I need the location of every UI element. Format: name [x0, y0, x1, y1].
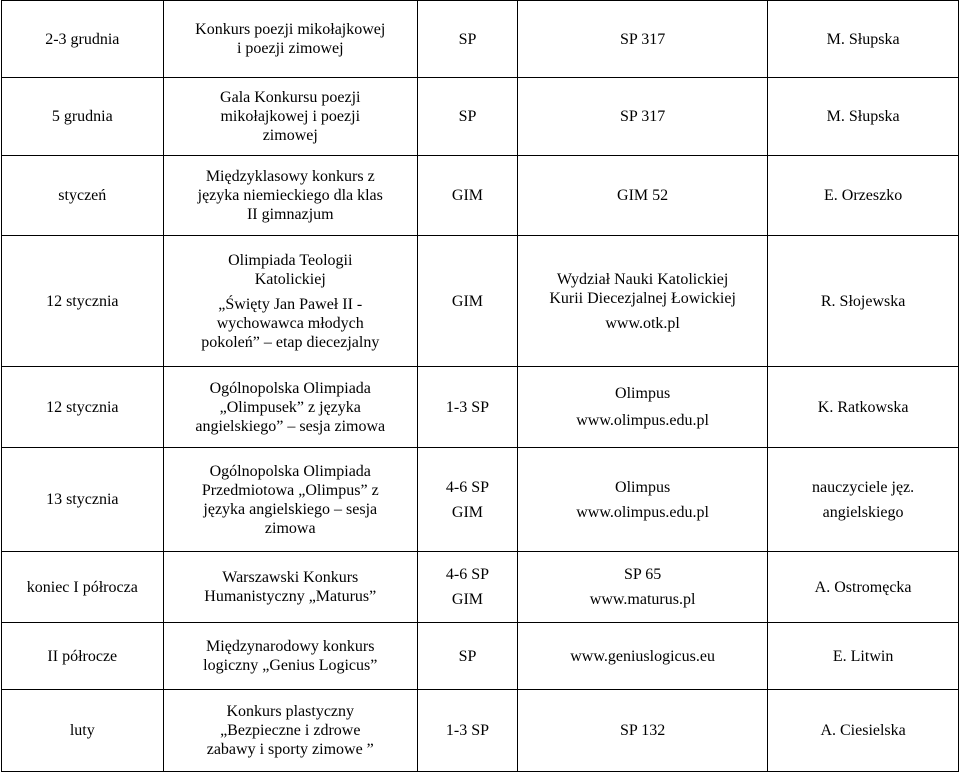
organizer-cell: Olimpus www.olimpus.edu.pl: [518, 448, 768, 552]
table-row: [2, 236, 959, 367]
competition-name-cell: Ogólnopolska Olimpiada „Olimpusek” z języka angielskiego” – sesja zimowa: [163, 367, 417, 448]
date-cell: koniec I półrocza: [2, 552, 164, 623]
teacher-cell: A. Ostromęcka: [768, 552, 959, 623]
competitions-table: [1, 0, 959, 772]
teacher-cell: M. Słupska: [768, 1, 959, 78]
level-cell: 1-3 SP: [417, 367, 517, 448]
date-cell: II półrocze: [2, 623, 164, 690]
table-row: [2, 156, 959, 236]
table-row: [2, 1, 959, 78]
level-cell: SP: [417, 623, 517, 690]
date-cell: 5 grudnia: [2, 78, 164, 156]
organizer-cell: GIM 52: [518, 156, 768, 236]
teacher-cell: M. Słupska: [768, 78, 959, 156]
table-row: [2, 367, 959, 448]
competition-name-cell: Międzynarodowy konkurs logiczny „Genius Logicus”: [163, 623, 417, 690]
organizer-cell: SP 132: [518, 690, 768, 772]
organizer-cell: www.geniuslogicus.eu: [518, 623, 768, 690]
level-cell: GIM: [417, 156, 517, 236]
teacher-cell: A. Ciesielska: [768, 690, 959, 772]
organizer-cell: SP 317: [518, 78, 768, 156]
organizer-cell: SP 65 www.maturus.pl: [518, 552, 768, 623]
competition-name-cell: Międzyklasowy konkurs z języka niemieckiego dla klas II gimnazjum: [163, 156, 417, 236]
organizer-cell: Wydział Nauki Katolickiej Kurii Diecezjalnej Łowickiej www.otk.pl: [518, 236, 768, 367]
date-cell: 2-3 grudnia: [2, 1, 164, 78]
organizer-cell: SP 317: [518, 1, 768, 78]
organizer-cell: Olimpus www.olimpus.edu.pl: [518, 367, 768, 448]
date-cell: luty: [2, 690, 164, 772]
date-cell: 12 stycznia: [2, 367, 164, 448]
competition-name-cell: Warszawski Konkurs Humanistyczny „Maturus”: [163, 552, 417, 623]
competition-name-cell: Gala Konkursu poezji mikołajkowej i poezji zimowej: [163, 78, 417, 156]
teacher-cell: nauczyciele jęz. angielskiego: [768, 448, 959, 552]
level-cell: SP: [417, 1, 517, 78]
table-row: [2, 690, 959, 772]
level-cell: SP: [417, 78, 517, 156]
level-cell: 4-6 SP GIM: [417, 448, 517, 552]
competition-name-cell: Ogólnopolska Olimpiada Przedmiotowa „Olimpus” z języka angielskiego – sesja zimowa: [163, 448, 417, 552]
date-cell: styczeń: [2, 156, 164, 236]
teacher-cell: R. Słojewska: [768, 236, 959, 367]
table-row: [2, 623, 959, 690]
competition-name-cell: Olimpiada Teologii Katolickiej „Święty Jan Paweł II - wychowawca młodych pokoleń” – etap diecezjalny: [163, 236, 417, 367]
date-cell: 13 stycznia: [2, 448, 164, 552]
date-cell: 12 stycznia: [2, 236, 164, 367]
competition-name-cell: Konkurs plastyczny „Bezpieczne i zdrowe zabawy i sporty zimowe ”: [163, 690, 417, 772]
table-row: [2, 448, 959, 552]
level-cell: GIM: [417, 236, 517, 367]
teacher-cell: K. Ratkowska: [768, 367, 959, 448]
level-cell: 4-6 SP GIM: [417, 552, 517, 623]
table-row: [2, 78, 959, 156]
table-row: [2, 552, 959, 623]
teacher-cell: E. Litwin: [768, 623, 959, 690]
competition-name-cell: Konkurs poezji mikołajkowej i poezji zimowej: [163, 1, 417, 78]
level-cell: 1-3 SP: [417, 690, 517, 772]
teacher-cell: E. Orzeszko: [768, 156, 959, 236]
